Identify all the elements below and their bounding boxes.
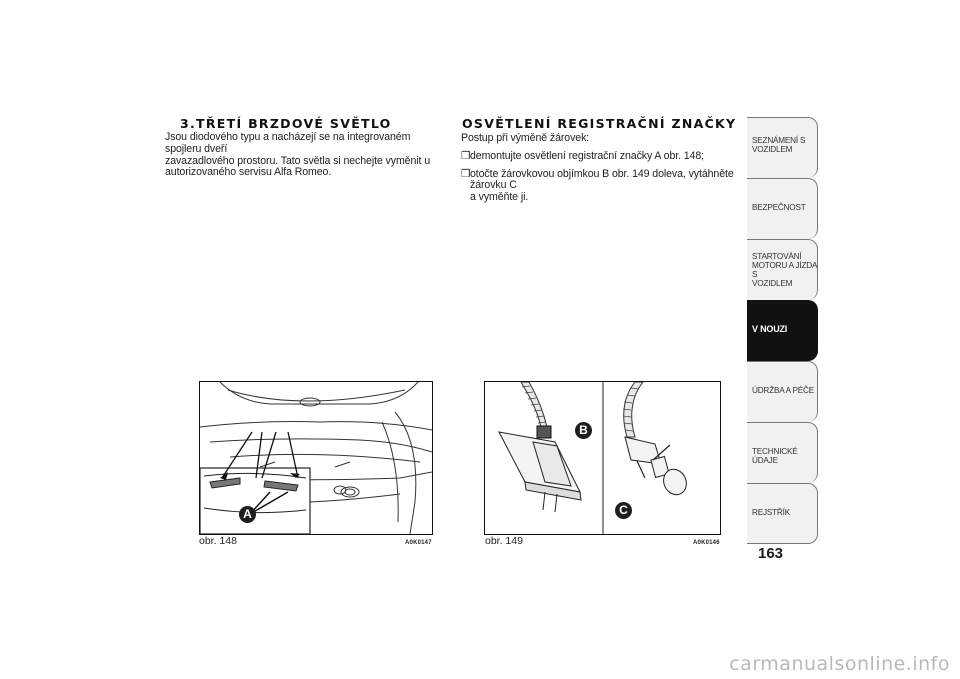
bullet-continuation: a vyměňte ji. bbox=[470, 191, 529, 204]
section-heading-third-brake-light: 3.TŘETÍ BRZDOVÉ SVĚTLO bbox=[180, 116, 392, 131]
figure-149-code: A0K0146 bbox=[693, 540, 720, 546]
text-line: Jsou diodového typu a nacházejí se na integrovaném spojleru dveří bbox=[165, 131, 411, 155]
callout-label-c: C bbox=[615, 502, 632, 519]
bulb-holder-drawing bbox=[485, 382, 720, 534]
page-number: 163 bbox=[758, 545, 784, 562]
tab-getting-to-know-vehicle[interactable] bbox=[747, 117, 818, 178]
tab-label: ÚDRŽBA A PÉČE bbox=[752, 386, 815, 395]
bullet-item: ❒ demontujte osvětlení registrační značky A obr. 148; bbox=[461, 149, 704, 162]
callout-label-b: B bbox=[575, 422, 592, 439]
figure-149-caption: obr. 149 bbox=[485, 535, 523, 547]
figure-148-rear-bumper-illustration bbox=[199, 381, 433, 535]
text-line: zavazadlového prostoru. Tato světla si nechejte vyměnit u bbox=[165, 154, 430, 167]
tab-safety[interactable] bbox=[747, 178, 818, 239]
tab-starting-and-driving[interactable] bbox=[747, 239, 818, 300]
car-rear-drawing bbox=[200, 382, 432, 534]
figure-148-caption: obr. 148 bbox=[199, 535, 237, 547]
bullet-item: ❒ otočte žárovkovou objímkou B obr. 149 doleva, vytáhněte žárovku C bbox=[461, 167, 734, 192]
tab-in-emergency[interactable] bbox=[747, 300, 818, 361]
tab-label: STARTOVÁNÍ MOTORU A JÍZDA S VOZIDLEM bbox=[752, 252, 817, 288]
watermark: carmanualsonline.info bbox=[729, 653, 950, 675]
checkbox-bullet-icon: ❒ bbox=[461, 149, 471, 162]
callout-label-a: A bbox=[239, 506, 256, 523]
figure-148-code: A0K0147 bbox=[405, 540, 432, 546]
tab-label: TECHNICKÉ ÚDAJE bbox=[752, 447, 798, 465]
third-brake-light-text bbox=[165, 132, 440, 179]
tab-label: REJSTŘÍK bbox=[752, 508, 790, 517]
plate-light-text bbox=[461, 133, 741, 204]
intro-line: Postup při výměně žárovek: bbox=[461, 132, 590, 144]
figure-149-bulb-holder-illustration bbox=[484, 381, 721, 535]
tab-label: SEZNÁMENÍ S VOZIDLEM bbox=[752, 136, 806, 154]
tab-label: V NOUZI bbox=[752, 324, 788, 334]
tab-label: BEZPEČNOST bbox=[752, 203, 806, 212]
text-line: autorizovaného servisu Alfa Romeo. bbox=[165, 166, 332, 179]
section-heading-plate-light: OSVĚTLENÍ REGISTRAČNÍ ZNAČKY bbox=[462, 116, 737, 131]
tab-maintenance-and-care[interactable] bbox=[747, 361, 818, 422]
tab-technical-data[interactable] bbox=[747, 422, 818, 483]
tab-index[interactable] bbox=[747, 483, 818, 544]
checkbox-bullet-icon: ❒ bbox=[461, 167, 471, 180]
